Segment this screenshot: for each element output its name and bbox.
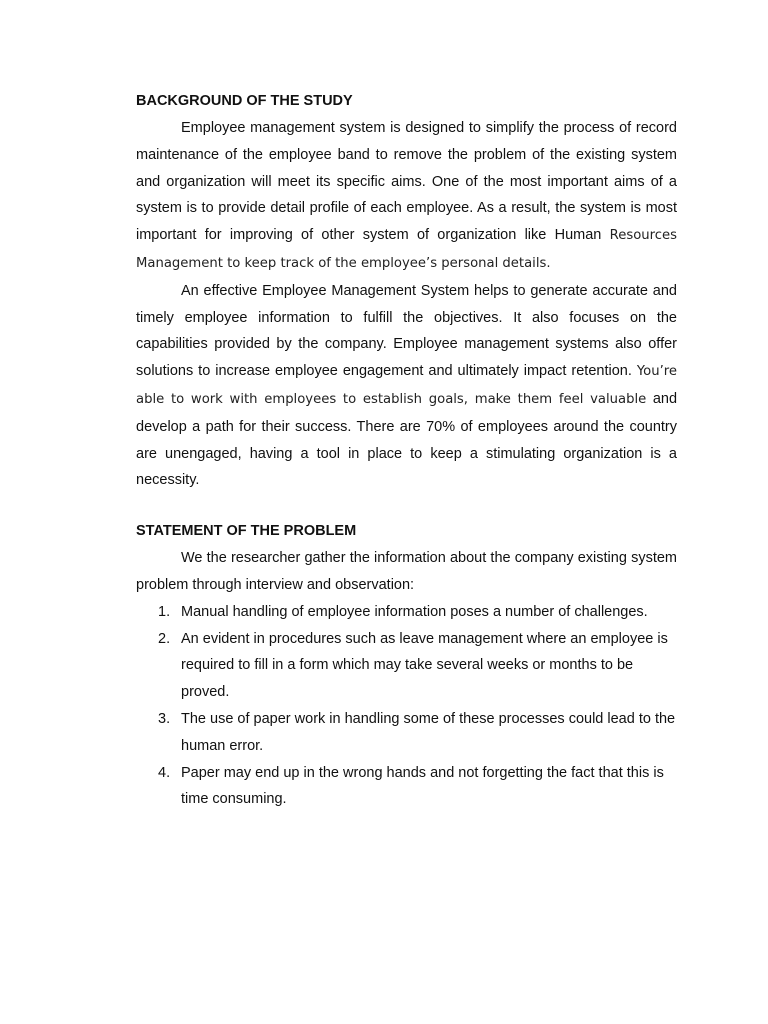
section-spacer — [136, 494, 677, 521]
list-item-text: Paper may end up in the wrong hands and not forgetting the fact that this is time consuming. — [181, 764, 664, 808]
background-paragraph-2 — [136, 278, 677, 494]
background-paragraph-2-end: and develop a path for their success. There are 70% of employees around the country are unengaged, having a tool in place to keep a stimulating organization is a necessity. — [136, 390, 678, 489]
background-paragraph-1-text: Employee management system is designed to simplify the process of record maintenance of the employee band to remove the problem of the existing system and organization will meet its specific aims. One of the most important aims of a system is to provide detail profile of each employee. As a result, the system is most important for improving of other system of organization like Human — [136, 120, 677, 244]
list-number: 3. — [158, 710, 171, 727]
problem-intro: We the researcher gather the information about the company existing system problem through interview and observation: — [136, 550, 677, 593]
list-number: 4. — [158, 764, 171, 781]
background-paragraph-2-text: An effective Employee Management System helps to generate accurate and timely employee information to fulfill the objectives. It also focuses on the capabilities provided by the company. Employee management systems also offer solutions to increase employee engagement and ultimately impact retention. — [136, 282, 677, 380]
problem-list — [136, 599, 677, 813]
background-paragraph-2-alt: You’re able to work with employees to establish goals, make them feel valuable — [136, 364, 678, 407]
background-paragraph-1 — [136, 115, 677, 278]
background-paragraph-1-tail: Resources Management to keep track of the employee’s personal details. — [136, 228, 677, 271]
background-heading: BACKGROUND OF THE STUDY — [136, 93, 353, 109]
problem-heading: STATEMENT OF THE PROBLEM — [136, 523, 357, 540]
list-item — [136, 706, 677, 760]
list-item-text: Manual handling of employee information poses a number of challenges. — [181, 603, 648, 620]
list-item-text: An evident in procedures such as leave management where an employee is required to fill in a form which may take several weeks or months to be proved. — [181, 630, 668, 701]
list-item — [136, 626, 677, 706]
list-item — [136, 760, 677, 814]
list-number: 1. — [158, 603, 171, 620]
list-item-text: The use of paper work in handling some of these processes could lead to the human error. — [181, 710, 676, 754]
list-number: 2. — [158, 630, 171, 647]
list-item — [136, 599, 677, 626]
document-page — [136, 91, 677, 813]
